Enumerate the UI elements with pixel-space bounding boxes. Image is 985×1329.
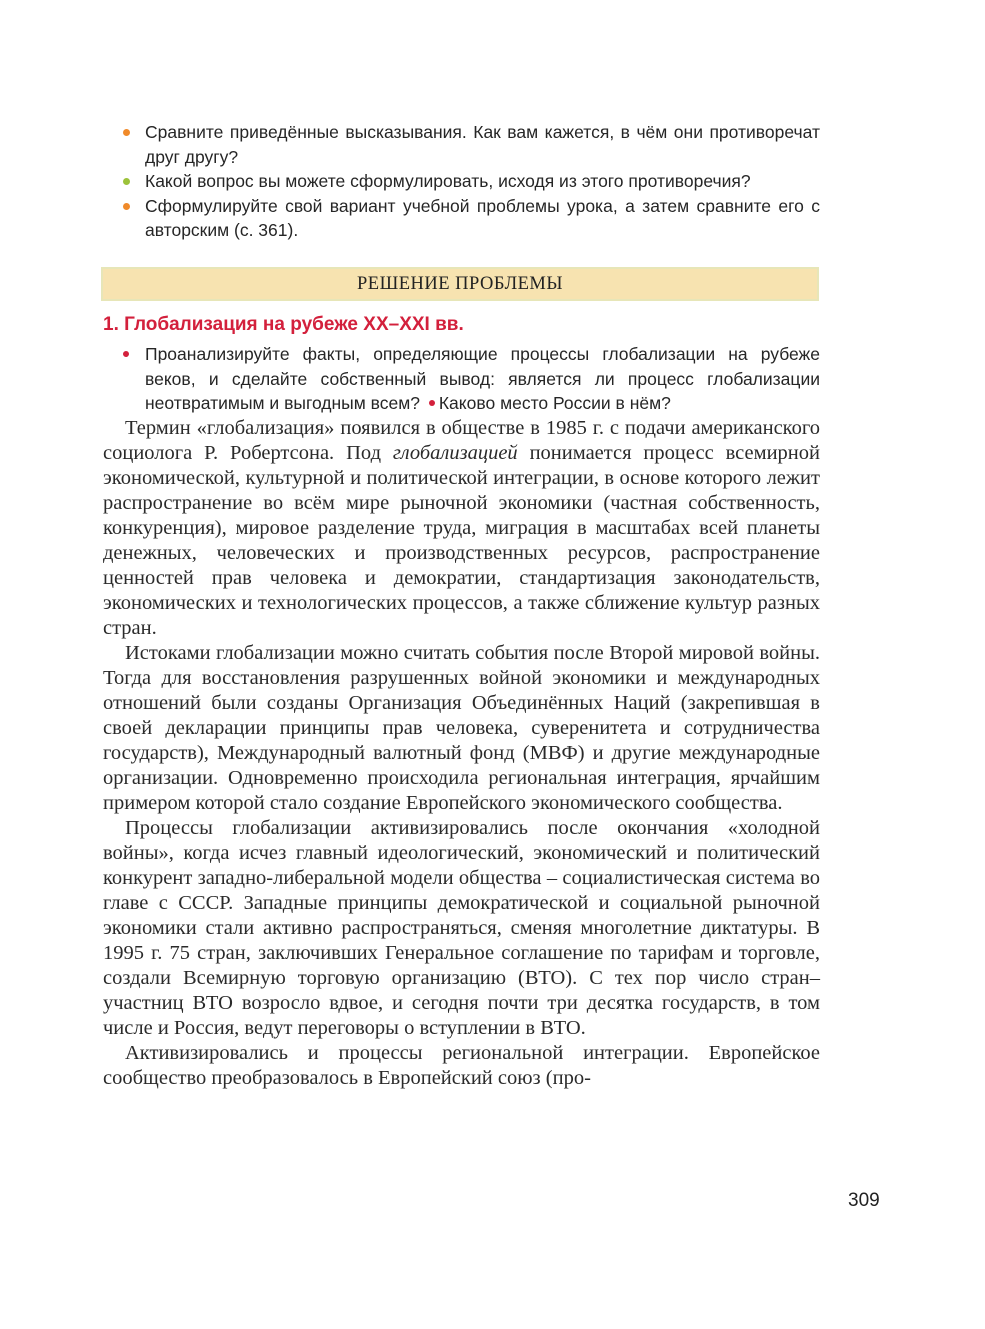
bullet-icon — [123, 203, 130, 210]
term-italic: глобализацией — [392, 442, 518, 464]
paragraph: Активизировались и процессы региональной интеграции. Европейское сообщество преобразовалось в Европейский союз (про- — [103, 1042, 820, 1089]
body-text — [103, 416, 820, 1091]
page-number: 309 — [848, 1190, 880, 1211]
task-block — [103, 342, 820, 416]
question-item — [103, 120, 820, 169]
bullet-icon — [123, 351, 129, 357]
task-text-2: Каково место России в нём? — [438, 393, 671, 413]
bullet-icon — [123, 129, 130, 136]
section-banner — [101, 267, 819, 301]
banner-title: РЕШЕНИЕ ПРОБЛЕМЫ — [356, 273, 564, 294]
question-item — [103, 169, 820, 194]
task-item — [103, 342, 820, 416]
paragraph — [103, 416, 820, 641]
bullet-icon — [123, 178, 130, 185]
bullet-icon — [429, 400, 435, 406]
question-text: Сравните приведённые высказывания. Как вам кажется, в чём они противоречат друг другу? — [145, 122, 820, 167]
task-text-1: Проанализируйте факты, определяющие процессы глобализации на рубеже веков, и сделайте собственный вывод: является ли процесс глобализации неотвратимым и выгодным всем? — [145, 344, 820, 413]
question-text: Какой вопрос вы можете сформулировать, исходя из этого противоречия? — [145, 171, 751, 191]
section-heading: 1. Глобализация на рубеже XX–XXI вв. — [103, 314, 464, 335]
paragraph: Процессы глобализации активизировались после окончания «холодной войны», когда исчез главный идеологический, экономический и политический конкурент западно-либеральной модели общества – социалистическая система во главе с СССР. Западные принципы демократической и социальной рыночной экономики стали активно распространяться, сменяя многолетние диктатуры. В 1995 г. 75 стран, заключивших Генеральное соглашение по тарифам и торговле, создали Всемирную торговую организацию (ВТО). С тех пор число стран–участниц ВТО возросло вдвое, и сегодня почти три десятка государств, в том числе и Россия, ведут переговоры о вступлении в ВТО. — [103, 817, 820, 1039]
question-item — [103, 194, 820, 243]
paragraph-text: понимается процесс всемирной экономической, культурной и политической интеграции, в основе которого лежит распространение во всём мире рыночной экономики (частная собственность, конкуренция), мировое разделение труда, миграция в масштабах всей планеты денежных, человеческих и производственных ресурсов, распространение ценностей прав человека и демократии, стандартизация законодательств, экономических и технологических процессов, а также сближение культур разных стран. — [103, 442, 820, 639]
questions-list — [103, 120, 820, 243]
paragraph: Истоками глобализации можно считать события после Второй мировой войны. Тогда для восстановления разрушенных войной экономики и международных отношений были созданы Организация Объединённых Наций (закрепившая в своей декларации принципы прав человека, суверенитета и сотрудничества государств), Международный валютный фонд (МВФ) и другие международные организации. Одновременно происходила региональная интеграция, ярчайшим примером которой стало создание Европейского экономического сообщества. — [103, 642, 820, 814]
question-text: Сформулируйте свой вариант учебной проблемы урока, а затем сравните его с авторским (с. 361). — [145, 195, 820, 240]
paragraph-text: Термин «глобализация» появился в обществе в 1985 г. с подачи американского социолога Р. Робертсона. Под — [103, 417, 820, 464]
